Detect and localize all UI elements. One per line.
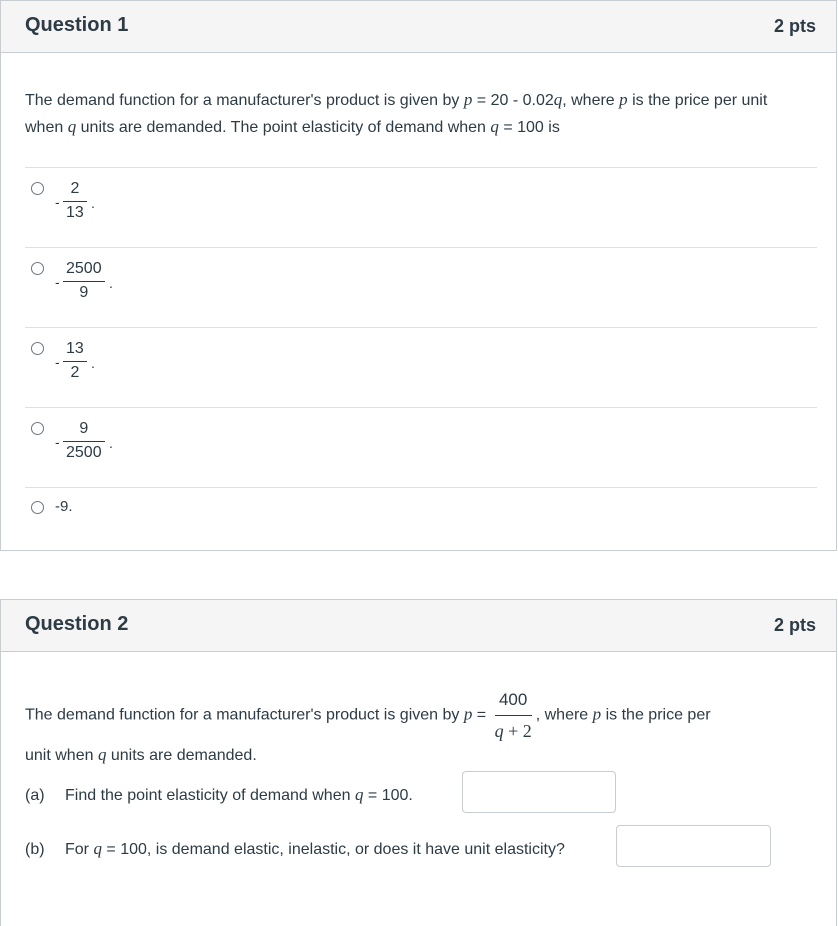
var-q: q xyxy=(97,745,107,764)
part-a-answer-input[interactable] xyxy=(462,771,616,813)
fraction-denominator: 2500 xyxy=(66,444,102,461)
answer-radio-2[interactable] xyxy=(31,262,44,275)
fraction-denominator: 13 xyxy=(66,204,84,221)
fraction-numerator: 400 xyxy=(498,690,528,709)
stem-text: units are demanded. xyxy=(106,747,257,764)
question-2-header xyxy=(1,600,836,652)
option-period: . xyxy=(109,275,113,291)
answer-option-1[interactable] xyxy=(25,167,817,247)
option-sign: - xyxy=(55,194,60,210)
answer-option-4[interactable] xyxy=(25,407,817,487)
stem-text: units are demanded. The point elasticity of demand when xyxy=(76,119,491,136)
question-2-points: 2 pts xyxy=(773,615,816,635)
answer-radio-5[interactable] xyxy=(31,501,44,514)
fraction-bar xyxy=(63,281,105,282)
question-2-stem xyxy=(25,687,805,744)
var-q: q xyxy=(494,721,504,741)
answer-option-2[interactable] xyxy=(25,247,817,327)
var-p: p xyxy=(463,704,473,724)
answer-radio-3[interactable] xyxy=(31,342,44,355)
fraction-bar xyxy=(495,715,532,716)
part-b-text: = 100, is demand elastic, inelastic, or does it have unit elasticity? xyxy=(101,841,565,858)
stem-text: , where xyxy=(535,706,593,724)
stem-text: = 20 - 0.02 xyxy=(472,92,554,109)
option-sign: - xyxy=(55,434,60,450)
stem-text: The demand function for a manufacturer's product is given by xyxy=(25,92,464,109)
answer-option-3[interactable] xyxy=(25,327,817,407)
fraction-bar xyxy=(63,361,87,362)
var-p: p xyxy=(619,90,628,109)
option-fraction xyxy=(63,260,105,302)
fraction-numerator: 9 xyxy=(79,420,89,437)
var-q: q xyxy=(93,839,102,858)
var-q: q xyxy=(490,117,499,136)
price-fraction xyxy=(495,687,532,744)
question-2-title: Question 2 xyxy=(25,613,129,635)
part-a xyxy=(25,785,413,805)
part-b-label: (b) xyxy=(25,841,45,858)
part-a-label: (a) xyxy=(25,787,45,804)
option-text: -9. xyxy=(55,498,73,515)
stem-text: is the price per xyxy=(601,706,711,724)
fraction-bar xyxy=(63,201,87,202)
fraction-bar xyxy=(63,441,105,442)
option-sign: - xyxy=(55,274,60,290)
part-b-answer-input[interactable] xyxy=(616,825,771,867)
part-a-text: Find the point elasticity of demand when xyxy=(65,787,355,804)
fraction-denominator: 9 xyxy=(79,284,89,301)
part-a-text: = 100. xyxy=(363,787,413,804)
option-sign: - xyxy=(55,354,60,370)
fraction-denominator xyxy=(495,718,532,744)
option-period: . xyxy=(91,355,95,371)
var-q: q xyxy=(553,90,563,109)
part-b-text: For xyxy=(65,841,94,858)
stem-text: , where xyxy=(562,92,620,109)
stem-text: is the price per unit when xyxy=(25,92,768,136)
answer-option-5[interactable] xyxy=(25,487,817,547)
fraction-numerator: 2 xyxy=(70,180,80,197)
answer-radio-1[interactable] xyxy=(31,182,44,195)
option-period: . xyxy=(91,195,95,211)
fraction-numerator: 13 xyxy=(66,340,84,357)
question-2-card xyxy=(0,599,837,926)
stem-text: = 100 is xyxy=(498,119,560,136)
stem-text: The demand function for a manufacturer's product is given by xyxy=(25,706,464,724)
question-1-header xyxy=(1,1,836,53)
question-1-stem xyxy=(25,87,805,141)
var-q: q xyxy=(354,785,364,804)
var-q: q xyxy=(67,117,77,136)
option-fraction xyxy=(63,420,105,462)
question-1-title: Question 1 xyxy=(25,14,129,36)
var-p: p xyxy=(592,704,602,724)
stem-text: = xyxy=(472,706,491,724)
option-fraction xyxy=(63,180,87,222)
fraction-numerator: 2500 xyxy=(66,260,102,277)
option-fraction xyxy=(63,340,87,382)
fraction-denominator: 2 xyxy=(70,364,80,381)
part-b xyxy=(25,839,565,859)
var-p: p xyxy=(463,90,473,109)
question-2-stem-line2 xyxy=(25,745,257,765)
option-period: . xyxy=(109,435,113,451)
stem-text: unit when xyxy=(25,747,98,764)
question-1-points: 2 pts xyxy=(773,16,816,36)
answer-radio-4[interactable] xyxy=(31,422,44,435)
denominator-rest: + 2 xyxy=(503,721,532,741)
